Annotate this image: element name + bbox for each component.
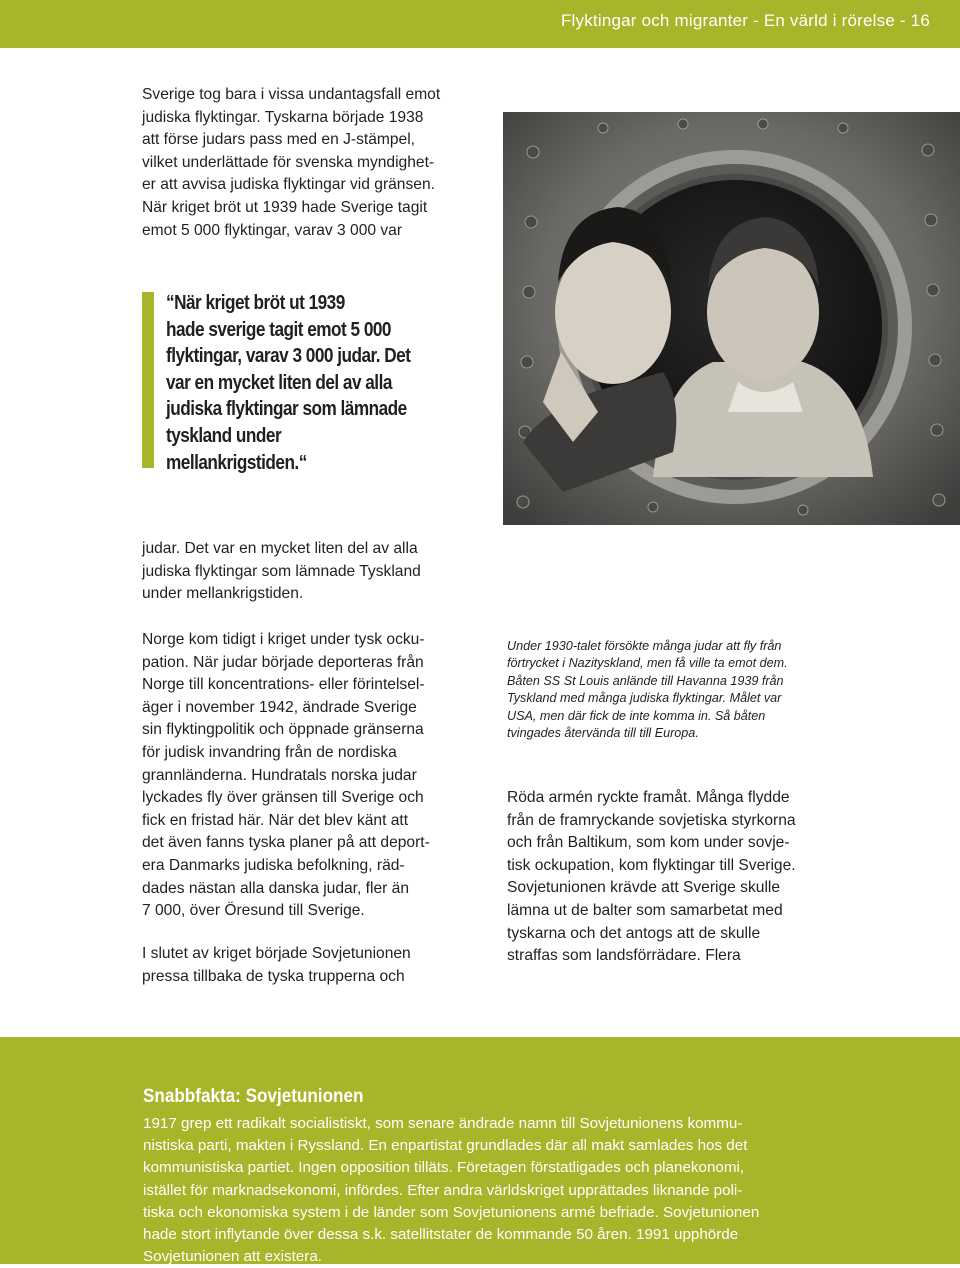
page-header-title: Flyktingar och migranter - En värld i rörelse - 16 (560, 11, 930, 30)
header-bar (0, 0, 960, 48)
photo-caption: Under 1930-talet försökte många judar att fly från förtrycket i Nazityskland, men få ville ta emot dem. Båten SS St Louis anlände till Havanna 1939 från Tyskland med många judiska flyktingar. Målet var USA, men där fick de inte komma in. Så båten tvingades återvända till till Europa. (507, 639, 788, 741)
fact-box (0, 1037, 960, 1264)
body-paragraph-norway: Norge kom tidigt i kriget under tysk ocku- pation. När judar började deporteras från Norge till koncentrations- eller förintelsel- äger i november 1942, ändrade Sverige sin flyktingpolitik och öppnade gränserna för judisk invandring från de nordiska grannländerna. Hundratals norska judar lyckades fly över gränsen till Sverige och fick en fristad här. När det blev känt att det även fanns tyska planer på att deport- era Danmarks judiska befolkning, räd- dades nästan alla danska judar, fler än 7 000, över Öresund till Sverige. (142, 631, 430, 920)
ship-porthole-photo-illustration (503, 112, 960, 525)
body-paragraph-red-army: Röda armén ryckte framåt. Många flydde från de framryckande sovjetiska styrkorna och från Baltikum, som kom under sovje- tisk ockupation, kom flyktingar till Sverige. Sovjetunionen krävde att Sverige skulle lämna ut de balter som samarbetat med tyskarna och det antogs att de skulle straffas som landsförrädare. Flera (507, 789, 796, 965)
body-paragraph-continued: judar. Det var en mycket liten del av alla judiska flyktingar som lämnade Tyskland under mellankrigstiden. (142, 540, 421, 603)
refugee-photo (503, 112, 960, 525)
pull-quote-text: “När kriget bröt ut 1939 hade sverige tagit emot 5 000 flyktingar, varav 3 000 judar. Det var en mycket liten del av alla judiska flyktingar som lämnade tyskland under mellankrigstiden.“ (166, 292, 411, 474)
pull-quote-accent-bar (142, 292, 154, 468)
fact-box-title: Snabbfakta: Sovjetunionen (143, 1086, 364, 1107)
body-paragraph-intro: Sverige tog bara i vissa undantagsfall emot judiska flyktingar. Tyskarna började 1938 att förse judars pass med en J-stämpel, vilket underlättade för svenska myndighet- er att avvisa judiska flyktingar vid gränsen. När kriget bröt ut 1939 hade Sverige tagit emot 5 000 flyktingar, varav 3 000 var (142, 86, 441, 239)
fact-box-text: 1917 grep ett radikalt socialistiskt, som senare ändrade namn till Sovjetunionens kommu- nistiska parti, makten i Ryssland. En enpartistat grundlades där all makt samlades hos det kommunistiska partiet. Ingen opposition tilläts. Företagen förstatligades och planekonomi, istället för marknadsekonomi, infördes. Efter andra världskriget upprättades liknande poli- tiska och ekonomiska system i de länder som Sovjetunionens armé befriade. Sovjetunionen hade stort inflytande över dessa s.k. satellitstater de kommande 50 åren. 1991 upphörde Sovjetunionen att existera. (143, 1115, 760, 1266)
body-paragraph-soviet: I slutet av kriget började Sovjetunionen pressa tillbaka de tyska trupperna och (142, 945, 411, 985)
pull-quote (142, 290, 462, 474)
